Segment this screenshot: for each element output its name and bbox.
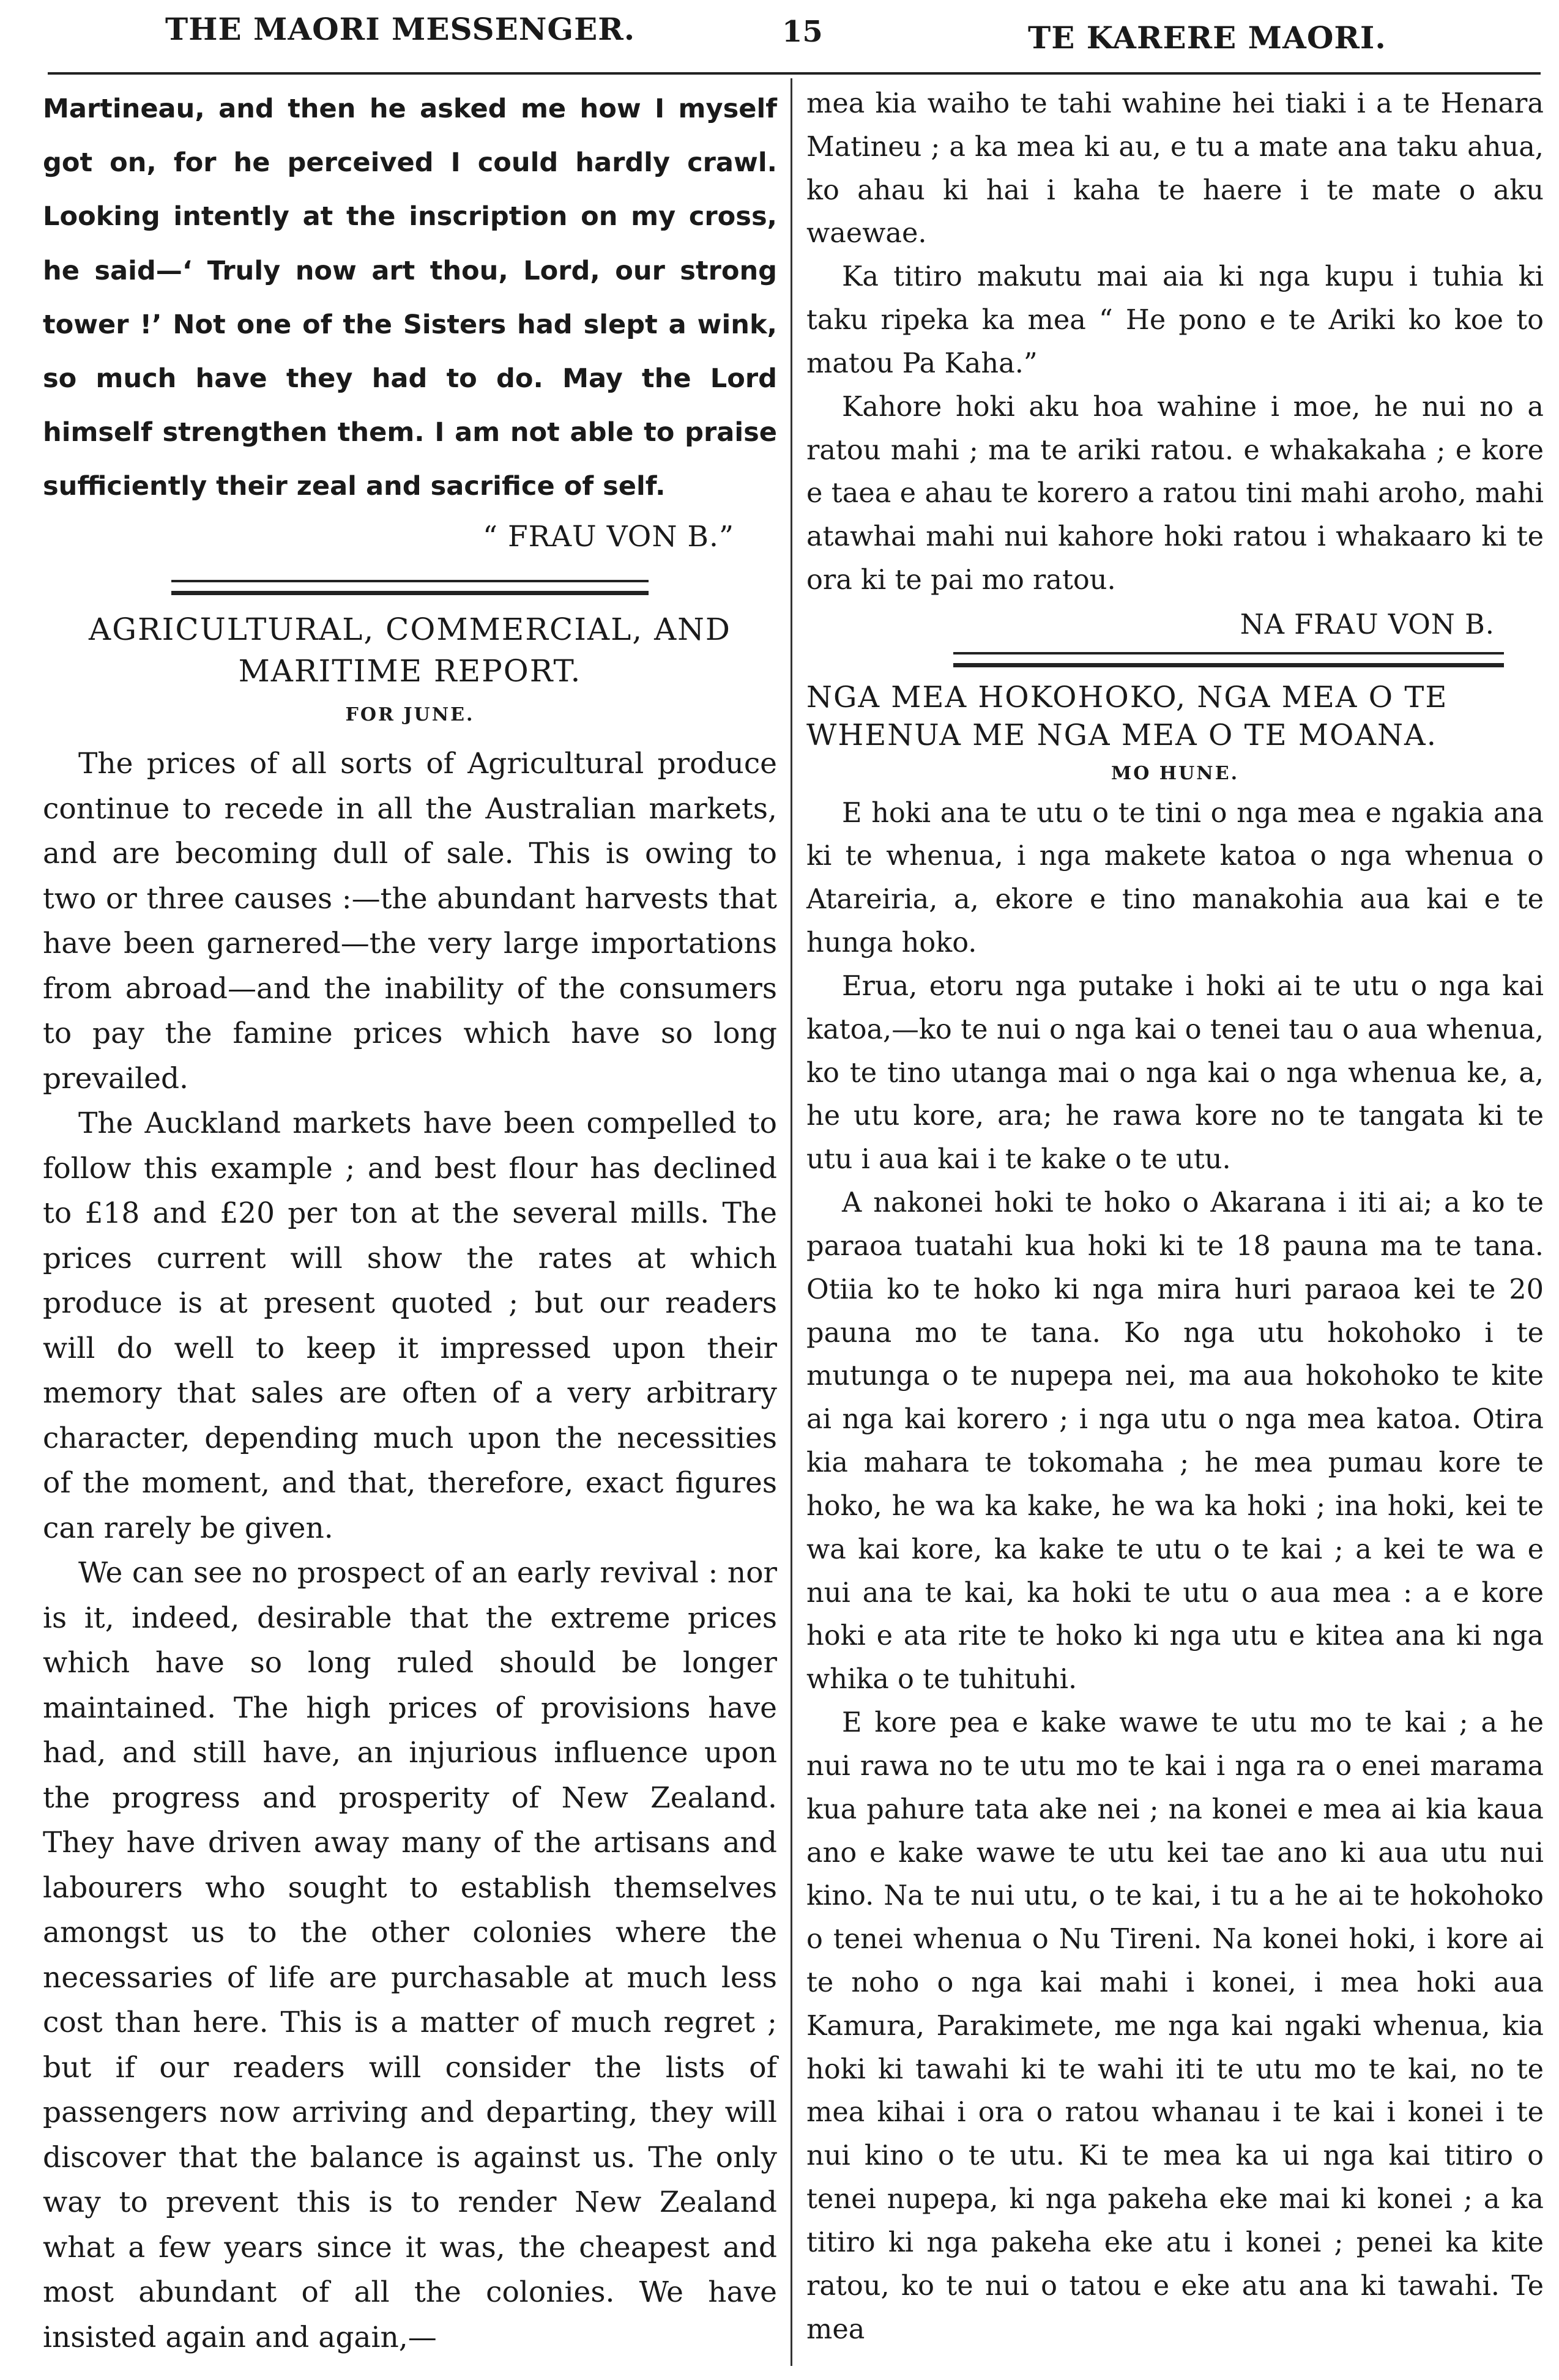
header-rule	[48, 72, 1541, 75]
column-divider	[791, 78, 792, 2366]
report-paragraph: The prices of all sorts of Agricultural produce continue to recede in all the Australian markets, and are becoming dull of sale. This is owing to two or three causes :—the abundant harvests that have been garnered—the very large importations from abroad—and the inability of the consumers to pay the famine prices which have so long prevailed.	[43, 747, 777, 1095]
letter-signature: “ FRAU VON B.”	[483, 519, 734, 554]
letter-signature: NA FRAU VON B.	[1240, 608, 1495, 640]
report-paragraph: E hoki ana te utu o te tini o nga mea e ngakia ana ki te whenua, i nga makete katoa o nga whenua o Atareiria, a, ekore e tino manakohia aua kai e te hunga hoko.	[806, 796, 1544, 959]
report-paragraph: E kore pea e kake wawe te utu mo te kai ; a he nui rawa no te utu mo te kai i nga ra o enei marama kua pahure tata ake nei ; na konei e mea ai kia kaua ano e kake wawe te utu kei tae ano ki aua utu nui kino. Na te nui utu, o te kai, i tu a he ai te hokohoko o tenei whenua o Nu Tireni. Na konei hoki, i kore ai te noho o nga kai mahi i konei, i mea hoki aua Kamura, Parakimete, me nga kai ngaki whenua, kia hoki ki tawahi ki te wahi iti te utu mo te kai, no te mea kihai i ora o ratou whanau i te kai i konei i te nui kino o te utu. Ki te mea ka ui nga kai titiro o tenei nupepa, ki nga pakeha eke mai ki konei ; a ka titiro ki nga pakeha eke atu i konei ; penei ka kite ratou, ko te nui o tatou e eke atu ana ki tawahi. Te mea	[806, 1707, 1544, 2345]
report-subtitle: FOR JUNE.	[345, 704, 475, 726]
report-title: NGA MEA HOKOHOKO, NGA MEA O TE WHENUA ME NGA MEA O TE MOANA.	[806, 680, 1448, 752]
english-masthead: THE MAORI MESSENGER.	[165, 11, 636, 47]
letter-paragraph: mea kia waiho te tahi wahine hei tiaki i a te Henara Matineu ; a ka mea ki au, e tu a mate ana taku ahua, ko ahau ki hai i kaha te haere i te mate o aku waewae.	[806, 87, 1544, 250]
report-paragraph: The Auckland markets have been compelled to follow this example ; and best flour has declined to £18 and £20 per ton at the several mills. The prices current will show the rates at which produce is at present quoted ; but our readers will do well to keep it impressed upon their memory that sales are often of a very arbitrary character, depending much upon the necessities of the moment, and that, therefore, exact figures can rarely be given.	[43, 1107, 777, 1545]
letter-continuation: Martineau, and then he asked me how I myself got on, for he perceived I could hardly crawl. Looking intently at the inscription on my cross, he said—‘ Truly now art thou, Lord, our strong tower !’ Not one of the Sisters had slept a wink, so much have they had to do. May the Lord himself strengthen them. I am not able to praise sufficiently their zeal and sacrifice of self.	[43, 94, 777, 502]
english-column	[43, 82, 777, 2360]
report-paragraph: We can see no prospect of an early revival : nor is it, indeed, desirable that the extreme prices which have so long ruled should be longer maintained. The high prices of provisions have had, and still have, an injurious influence upon the progress and prosperity of New Zealand. They have driven away many of the artisans and labourers who sought to establish themselves amongst us to the other colonies where the necessaries of life are purchasable at much less cost than here. This is a matter of much regret ; but if our readers will consider the lists of passengers now arriving and departing, they will discover that the balance is against us. The only way to prevent this is to render New Zealand what a few years since it was, the cheapest and most abundant of all the colonies. We have insisted again and again,—	[43, 1556, 777, 2354]
section-divider	[953, 652, 1504, 667]
maori-masthead: TE KARERE MAORI.	[1028, 20, 1386, 56]
section-divider	[171, 580, 649, 595]
report-paragraph: Erua, etoru nga putake i hoki ai te utu o nga kai katoa,—ko te nui o nga kai o tenei tau o aua whenua, ko te tino utanga mai o nga kai o nga whenua ke, a, he utu kore, ara; he rawa kore no te tangata ki te utu i aua kai i te kake o te utu.	[806, 969, 1544, 1176]
report-subtitle: MO HUNE.	[1111, 762, 1240, 784]
running-head	[37, 11, 1522, 66]
letter-paragraph: Ka titiro makutu mai aia ki nga kupu i tuhia ki taku ripeka ka mea “ He pono e te Ariki ko koe to matou Pa Kaha.”	[806, 261, 1544, 379]
maori-column	[806, 82, 1544, 2351]
page-number: 15	[782, 15, 823, 49]
letter-paragraph: Kahore hoki aku hoa wahine i moe, he nui no a ratou mahi ; ma te ariki ratou. e whakakaha ; e kore e taea e ahau te korero a ratou tini mahi aroho, mahi atawhai mahi nui kahore hoki ratou i whakaaro ki te ora ki te pai mo ratou.	[806, 390, 1544, 596]
report-paragraph: A nakonei hoki te hoko o Akarana i iti ai; a ko te paraoa tuatahi kua hoki ki te 18 pauna ma te tana. Otiia ko te hoko ki nga mira huri paraoa kei te 20 pauna mo te tana. Ko nga utu hokohoko i te mutunga o te nupepa nei, ma aua hokohoko te kite ai nga kai korero ; i nga utu o nga mea katoa. Otira kia mahara te tokomaha ; he mea pumau kore te hoko, he wa ka kake, he wa ka hoki ; ina hoki, kei te wa kai kore, ka kake te utu o te kai ; a kei te wa e nui ana te kai, ka hoki te utu o aua mea : a e kore hoki e ata rite te hoko ki nga utu e kitea ana ki nga whika o te tuhituhi.	[806, 1187, 1544, 1696]
report-title: AGRICULTURAL, COMMERCIAL, AND MARITIME REPORT.	[88, 612, 732, 689]
